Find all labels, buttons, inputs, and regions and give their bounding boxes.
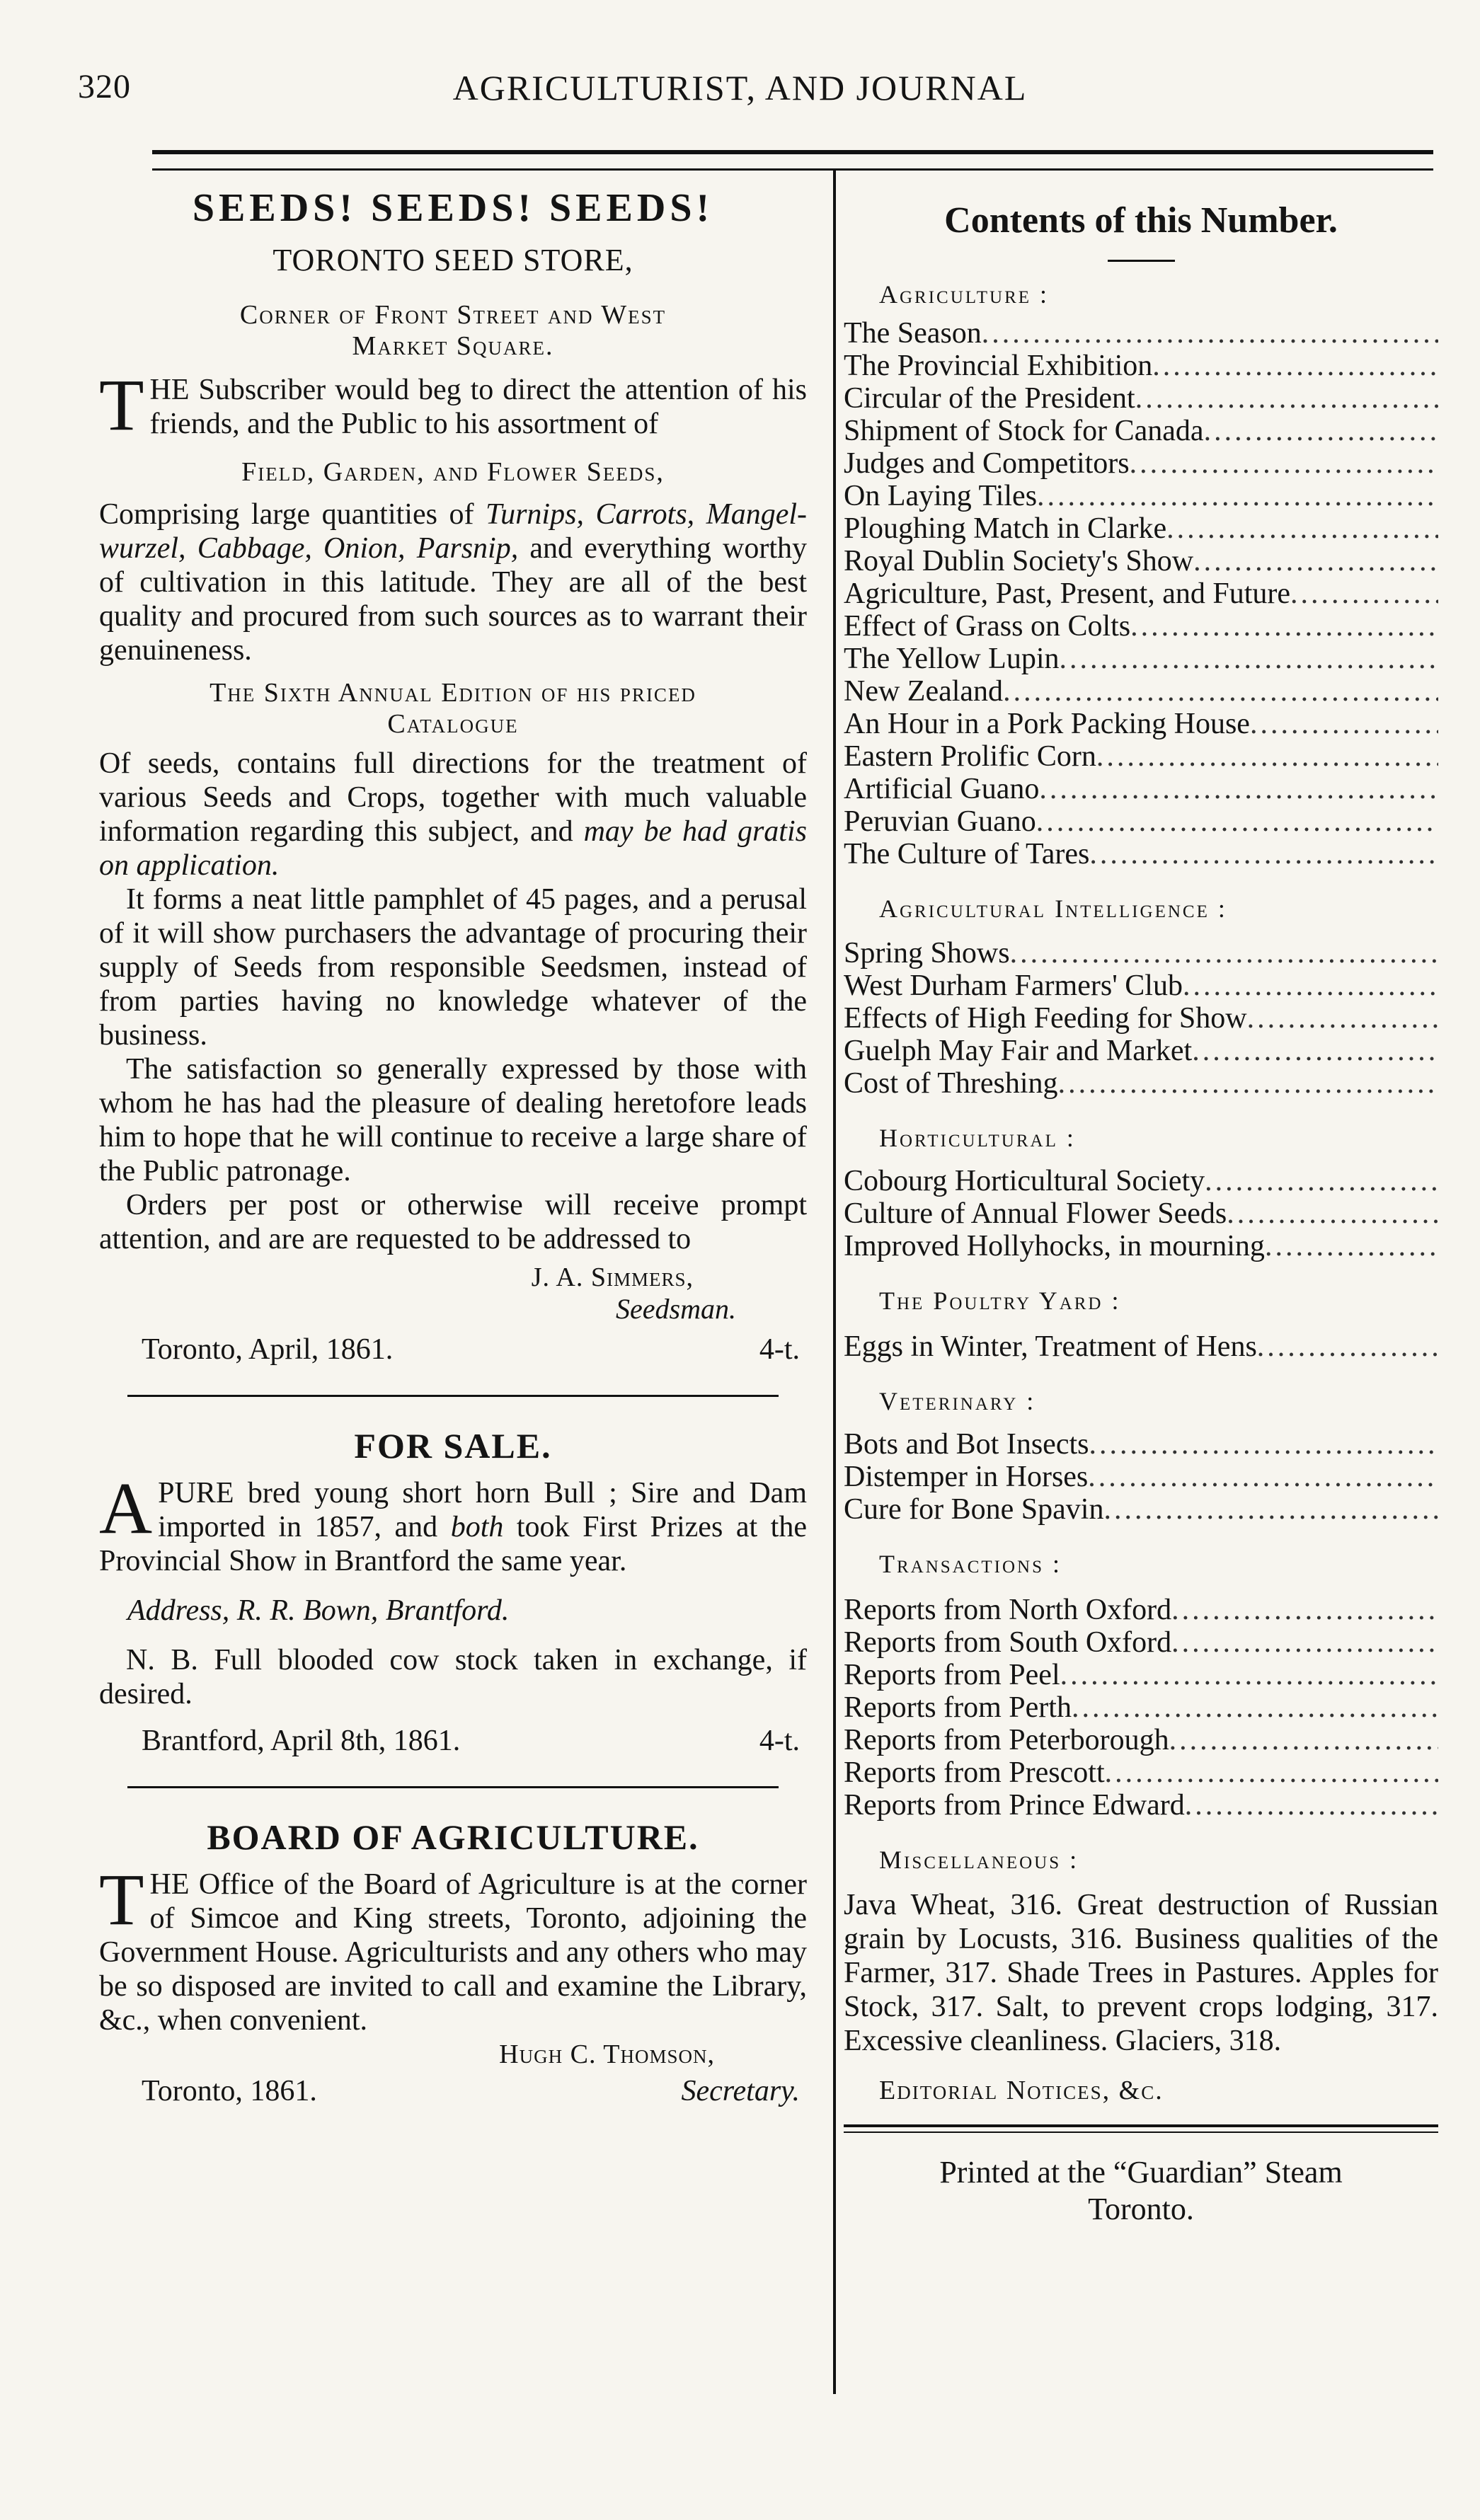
toc-item-label: Circular of the President — [844, 382, 1135, 415]
toc-item-label: Ploughing Match in Clarke — [844, 512, 1167, 545]
crop-list: Turnips, Carrots, Mangel-wurzel, Cabbage, Onion, Parsnip, — [99, 498, 807, 565]
comprising-text-2: and everything worthy of cultivation in this latitude. They are all of the best quality and procured from such sources as to warrant their genuineness. — [99, 532, 807, 667]
leader-dots — [1039, 773, 1438, 805]
toc-list — [844, 317, 1438, 870]
toc-item-label: Reports from Prince Edward — [844, 1789, 1185, 1822]
toc-item-label: Reports from Peterborough — [844, 1724, 1169, 1756]
store-location-line1: Corner of Front Street and West — [239, 300, 667, 330]
seeds-intro-text: HE Subscriber would beg to direct the attention of his friends, and the Public to his assortment of — [149, 374, 807, 440]
for-sale-address: Address, R. R. Bown, Brantford. — [127, 1594, 510, 1627]
for-sale-dateline — [99, 1724, 807, 1758]
ad-separator — [127, 1786, 779, 1788]
left-column — [99, 185, 807, 2108]
toc-item — [844, 1197, 1438, 1230]
leader-dots — [1089, 838, 1438, 870]
toc-item — [844, 577, 1438, 610]
toc-item-label: Agriculture, Past, Present, and Future — [844, 577, 1291, 610]
contents-short-rule — [1108, 260, 1175, 262]
miscellaneous-text: Java Wheat, 316. Great destruction of Russian grain by Locusts, 316. Business qualities of the Farmer, 317. Shade Trees in Pastures. Apples for Stock, 317. Salt, to prevent crops lodging, 317. Excessive cleanliness. Glaciers, 318. — [844, 1889, 1438, 2057]
toc-item — [844, 447, 1438, 480]
leader-dots — [1257, 1330, 1438, 1363]
page-number: 320 — [78, 68, 131, 105]
toc-list — [844, 1594, 1438, 1822]
toc-item — [844, 1428, 1438, 1461]
toc-item-label: Cure for Bone Spavin — [844, 1493, 1104, 1526]
toc-item — [844, 1230, 1438, 1262]
toc-item-label: Spring Shows — [844, 937, 1010, 970]
toc-item — [844, 317, 1438, 350]
toc-item — [844, 415, 1438, 447]
catalogue-text: Of seeds, contains full directions for the treatment of various Seeds and Crops, together with much valuable information regarding this subject, and — [99, 747, 807, 848]
leader-dots — [1037, 480, 1438, 512]
toc-item-label: Reports from Prescott — [844, 1756, 1105, 1789]
store-name: TORONTO SEED STORE, — [273, 243, 633, 277]
toc-item — [844, 382, 1438, 415]
category-label: Horticultural : — [879, 1124, 1076, 1152]
leader-dots — [1135, 382, 1438, 415]
toc-item — [844, 740, 1438, 773]
contents-title: Contents of this Number. — [944, 200, 1338, 241]
board-signature-name: Hugh C. Thomson, — [499, 2039, 715, 2069]
toc-item — [844, 1002, 1438, 1035]
leader-dots — [1183, 970, 1438, 1002]
board-title: BOARD OF AGRICULTURE. — [207, 1817, 699, 1857]
toc-item — [844, 708, 1438, 740]
toc-item-label: On Laying Tiles — [844, 480, 1038, 512]
satisfaction-paragraph: The satisfaction so generally expressed by those with whom he has had the pleasure of dealing heretofore leads him to hope that he will continue to receive a large share of the Public patronage. — [99, 1053, 807, 1187]
toc-item — [844, 480, 1438, 512]
for-sale-insertion-code: 4-t. — [759, 1725, 800, 1757]
toc-item — [844, 1594, 1438, 1626]
journal-title: AGRICULTURIST, AND JOURNAL — [452, 68, 1028, 108]
toc-item-label: The Culture of Tares — [844, 838, 1090, 870]
toc-item-label: Distemper in Horses — [844, 1461, 1089, 1493]
toc-item — [844, 1330, 1438, 1363]
leader-dots — [1290, 577, 1438, 610]
toc-item-label: West Durham Farmers' Club — [844, 970, 1183, 1002]
contents-section-miscellaneous — [844, 1844, 1438, 2058]
toc-item — [844, 350, 1438, 382]
toc-list — [844, 1165, 1438, 1262]
seeds-insertion-code: 4-t. — [759, 1333, 800, 1366]
toc-item-label: Effect of Grass on Colts — [844, 610, 1131, 643]
toc-item — [844, 970, 1438, 1002]
toc-item-label: Artificial Guano — [844, 773, 1040, 805]
board-date: Toronto, 1861. — [142, 2075, 317, 2107]
comprising-paragraph — [99, 497, 807, 667]
toc-item — [844, 1756, 1438, 1789]
for-sale-title: FOR SALE. — [354, 1426, 552, 1466]
ad-separator — [127, 1395, 779, 1397]
seeds-advertisement — [99, 185, 807, 1367]
comprising-text: Comprising large quantities of — [99, 498, 486, 531]
leader-dots — [1192, 1035, 1438, 1067]
for-sale-date: Brantford, April 8th, 1861. — [142, 1725, 461, 1757]
toc-item-label: Shipment of Stock for Canada — [844, 415, 1204, 447]
leader-dots — [1036, 805, 1438, 838]
seeds-intro-paragraph — [99, 364, 807, 446]
toc-item — [844, 1035, 1438, 1067]
store-location-line2: Market Square. — [352, 331, 554, 361]
seedsman-name: J. A. Simmers, — [531, 1262, 694, 1292]
toc-item-label: Cost of Threshing — [844, 1067, 1058, 1100]
for-sale-text: PURE bred young short horn Bull ; Sire and Dam imported in 1857, and — [158, 1477, 807, 1543]
leader-dots — [1089, 1428, 1438, 1461]
leader-dots — [1130, 610, 1438, 643]
pamphlet-paragraph: It forms a neat little pamphlet of 45 pages, and a perusal of it will show purchasers the advantage of procuring their supply of Seeds from responsible Seedsmen, instead of from parties having no knowledge whatever of the business. — [99, 883, 807, 1052]
board-signature-title: Secretary. — [681, 2075, 800, 2107]
toc-item — [844, 1789, 1438, 1822]
category-label: Transactions : — [879, 1550, 1062, 1578]
leader-dots — [1250, 708, 1438, 740]
contents-section-transactions — [844, 1548, 1438, 1822]
leader-dots — [1171, 1594, 1438, 1626]
contents-section-intelligence — [844, 893, 1438, 1100]
catalogue-paragraph — [99, 747, 807, 882]
board-advertisement — [99, 1817, 807, 2108]
contents-section-poultry — [844, 1285, 1438, 1363]
leader-dots — [1130, 447, 1438, 480]
leader-dots — [1205, 1165, 1438, 1197]
toc-item — [844, 1691, 1438, 1724]
catalogue-heading-1: The Sixth Annual Edition of his priced — [210, 678, 696, 708]
toc-list — [844, 1428, 1438, 1526]
toc-item-label: Culture of Annual Flower Seeds — [844, 1197, 1227, 1230]
imprint-line-1: Printed at the “Guardian” Steam — [939, 2155, 1343, 2190]
toc-item — [844, 643, 1438, 675]
leader-dots — [1171, 1626, 1438, 1659]
toc-item — [844, 1067, 1438, 1100]
toc-item-label: Guelph May Fair and Market — [844, 1035, 1193, 1067]
seeds-heading: Field, Garden, and Flower Seeds, — [241, 457, 665, 487]
right-column — [844, 185, 1438, 2228]
leader-dots — [1060, 1659, 1438, 1691]
drop-cap: T — [99, 364, 144, 446]
toc-item — [844, 610, 1438, 643]
for-sale-advertisement — [99, 1425, 807, 1758]
for-sale-paragraph — [99, 1468, 807, 1578]
leader-dots — [1103, 1493, 1438, 1526]
toc-item-label: Reports from Perth — [844, 1691, 1072, 1724]
toc-item-label: Eastern Prolific Corn — [844, 740, 1096, 773]
toc-item-label: Judges and Competitors — [844, 447, 1130, 480]
toc-item-label: New Zealand — [844, 675, 1004, 708]
toc-item — [844, 512, 1438, 545]
leader-dots — [1265, 1230, 1438, 1262]
board-paragraph — [99, 1859, 807, 2037]
leader-dots — [1105, 1756, 1438, 1789]
orders-paragraph: Orders per post or otherwise will receive prompt attention, and are are requested to be addressed to — [99, 1189, 807, 1255]
header-double-rule — [152, 150, 1433, 171]
imprint-rule — [844, 2124, 1438, 2133]
category-label: Agricultural Intelligence : — [879, 894, 1227, 923]
toc-item-label: Reports from South Oxford — [844, 1626, 1172, 1659]
leader-dots — [1227, 1197, 1438, 1230]
toc-item-label: Royal Dublin Society's Show — [844, 545, 1194, 577]
contents-section-veterinary — [844, 1386, 1438, 1526]
toc-item — [844, 1724, 1438, 1756]
toc-list — [844, 937, 1438, 1100]
leader-dots — [1010, 937, 1438, 970]
imprint-line-2: Toronto. — [1088, 2192, 1194, 2226]
leader-dots — [1166, 512, 1438, 545]
toc-item — [844, 545, 1438, 577]
toc-item — [844, 1165, 1438, 1197]
leader-dots — [1072, 1691, 1438, 1724]
editorial-notices: Editorial Notices, &c. — [879, 2076, 1164, 2105]
toc-item — [844, 805, 1438, 838]
leader-dots — [1096, 740, 1438, 773]
column-divider — [833, 168, 836, 2394]
toc-item-label: Bots and Bot Insects — [844, 1428, 1089, 1461]
toc-item-label: Cobourg Horticultural Society — [844, 1165, 1205, 1197]
leader-dots — [1152, 350, 1438, 382]
toc-item-label: The Season — [844, 317, 982, 350]
toc-item-label: Reports from North Oxford — [844, 1594, 1172, 1626]
toc-item-label: Reports from Peel — [844, 1659, 1060, 1691]
toc-item-label: Improved Hollyhocks, in mourning — [844, 1230, 1265, 1262]
toc-item — [844, 773, 1438, 805]
for-sale-text-2: took First Prizes at the Provincial Show in Brantford the same year. — [99, 1511, 807, 1577]
leader-dots — [1088, 1461, 1438, 1493]
toc-item-label: Effects of High Feeding for Show — [844, 1002, 1247, 1035]
for-sale-text-italic: both — [450, 1511, 504, 1543]
drop-cap: T — [99, 1859, 144, 1940]
seeds-dateline — [99, 1333, 807, 1367]
catalogue-heading-2: Catalogue — [387, 709, 519, 739]
catalogue-text-italic: may be had gratis on application. — [99, 815, 807, 882]
toc-item-label: An Hour in a Pork Packing House — [844, 708, 1250, 740]
running-head — [0, 67, 1480, 124]
leader-dots — [1169, 1724, 1438, 1756]
contents-section-agriculture — [844, 279, 1438, 870]
toc-item — [844, 1659, 1438, 1691]
leader-dots — [1204, 415, 1438, 447]
toc-item-label: Peruvian Guano — [844, 805, 1036, 838]
leader-dots — [982, 317, 1438, 350]
contents-section-horticultural — [844, 1122, 1438, 1262]
board-text: HE Office of the Board of Agriculture is at the corner of Simcoe and King streets, Toronto, adjoining the Government House. Agriculturists and any others who may be so disposed are invited to call and examine the Library, &c., when convenient. — [99, 1868, 807, 2037]
category-label: Veterinary : — [879, 1387, 1036, 1415]
leader-dots — [1003, 675, 1438, 708]
drop-cap: A — [99, 1468, 153, 1549]
seeds-date: Toronto, April, 1861. — [142, 1333, 394, 1366]
seedsman-title: Seedsman. — [616, 1293, 736, 1325]
toc-item-label: The Provincial Exhibition — [844, 350, 1153, 382]
category-label: Miscellaneous : — [879, 1846, 1079, 1874]
category-label: Agriculture : — [879, 280, 1050, 309]
toc-list — [844, 1330, 1438, 1363]
category-label: The Poultry Yard : — [879, 1287, 1121, 1315]
imprint — [844, 2154, 1438, 2228]
toc-item — [844, 1626, 1438, 1659]
leader-dots — [1058, 1067, 1438, 1100]
seeds-ad-title: SEEDS! SEEDS! SEEDS! — [192, 186, 714, 230]
leader-dots — [1185, 1789, 1438, 1822]
toc-item-label: The Yellow Lupin — [844, 643, 1060, 675]
board-dateline — [99, 2074, 807, 2108]
leader-dots — [1193, 545, 1438, 577]
toc-item — [844, 675, 1438, 708]
toc-item — [844, 838, 1438, 870]
leader-dots — [1060, 643, 1439, 675]
toc-item-label: Eggs in Winter, Treatment of Hens — [844, 1330, 1257, 1363]
for-sale-nb: N. B. Full blooded cow stock taken in exchange, if desired. — [99, 1644, 807, 1710]
toc-item — [844, 1461, 1438, 1493]
toc-item — [844, 1493, 1438, 1526]
leader-dots — [1247, 1002, 1438, 1035]
toc-item — [844, 937, 1438, 970]
